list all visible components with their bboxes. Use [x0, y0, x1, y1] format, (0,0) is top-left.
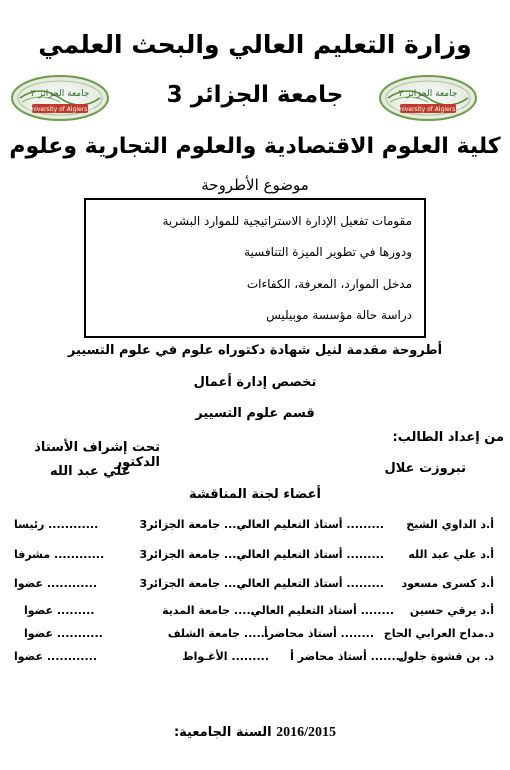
committee-row: [14, 518, 494, 536]
committee-row: [14, 604, 494, 622]
member-university: ...... جامعة الجزائر3: [139, 577, 249, 590]
topic-line: دراسة حالة مؤسسة موبيليس: [266, 308, 412, 322]
member-university: ...... جامعة الشلف: [167, 627, 269, 640]
member-role: ............ عضوا: [14, 577, 97, 590]
supervisor-name: علي عبد الله: [50, 464, 131, 479]
topic-heading: موضوع الأطروحة: [201, 176, 309, 194]
logo-english-text: University of Algiers 3: [394, 106, 462, 113]
academic-year: [0, 725, 510, 741]
committee-row: [14, 548, 494, 566]
committee-row: [14, 627, 494, 645]
member-university: ...... جامعة الجزائر3: [139, 518, 249, 531]
ministry-title: وزارة التعليم العالي والبحث العلمي: [38, 30, 472, 59]
academic-year-label: السنة الجامعية:: [173, 725, 272, 740]
member-name: أ.د علي عبد الله: [408, 548, 494, 561]
thesis-description: أطروحة مقدمة لنيل شهادة دكتوراه علوم في علوم التسيير: [67, 343, 443, 358]
member-rank: ........ أستاذ محاضرأ: [263, 627, 374, 640]
member-university: ...... جامعة المدية: [162, 604, 259, 617]
logo-arabic-text: جامعة الجزائر ٣: [398, 89, 458, 99]
member-role: ............ مشرفا: [14, 548, 105, 561]
university-name: جامعة الجزائر 3: [166, 82, 344, 108]
logo-arabic-text: جامعة الجزائر ٣: [30, 89, 90, 99]
member-name: أ.د كسرى مسعود: [401, 577, 494, 590]
member-university: ...... جامعة الجزائر3: [139, 548, 249, 561]
committee-row: [14, 577, 494, 595]
member-role: ............ عضوا: [14, 650, 97, 663]
thesis-specialty: تخصص إدارة أعمال: [193, 375, 317, 390]
member-role: ............ رئيسا: [14, 518, 99, 531]
prepared-by-label: من إعداد الطالب:: [392, 430, 504, 445]
thesis-department: قسم علوم التسيير: [195, 406, 315, 421]
student-name: تبروزت علال: [384, 461, 466, 476]
committee-row: [14, 650, 494, 668]
member-rank: ......... أستاذ التعليم العالي: [236, 577, 384, 590]
topic-line: مقومات تفعيل الإدارة الاستراتيجية للموارد البشرية: [162, 214, 412, 228]
member-name: د. بن قشوة جلول: [398, 650, 494, 663]
academic-year-value: 2016/2015: [276, 725, 337, 740]
member-rank: ........ أستاذ محاضر أ: [290, 650, 404, 663]
member-rank: ......... أستاذ التعليم العالي: [236, 548, 384, 561]
member-name: أ.د الداوي الشيخ: [406, 518, 494, 531]
topic-line: ودورها في تطوير الميزة التنافسية: [244, 245, 412, 259]
university-logo-right: [378, 74, 478, 122]
topic-line: مدخل الموارد، المعرفة، الكفاءات: [246, 277, 412, 291]
committee-title: أعضاء لجنة المناقشة: [188, 487, 322, 502]
member-university: ......... الأغـواط: [182, 650, 269, 663]
member-role: ......... عضوا: [24, 604, 95, 617]
faculty-name: كلية العلوم الاقتصادية والعلوم التجارية وعلوم: [9, 134, 501, 159]
member-name: أ.د يرقي حسين: [409, 604, 494, 617]
member-role: ........... عضوا: [24, 627, 103, 640]
member-rank: ......... أستاذ التعليم العالي: [236, 518, 384, 531]
supervision-label: تحت إشراف الأستاذ الدكتور: [34, 440, 160, 470]
member-rank: ........ أستاذ التعليم العالي: [250, 604, 394, 617]
logo-english-text: University of Algiers 3: [26, 106, 94, 113]
member-name: د.مداح العرابي الحاج: [383, 627, 494, 640]
thesis-topic-box: [84, 198, 426, 338]
